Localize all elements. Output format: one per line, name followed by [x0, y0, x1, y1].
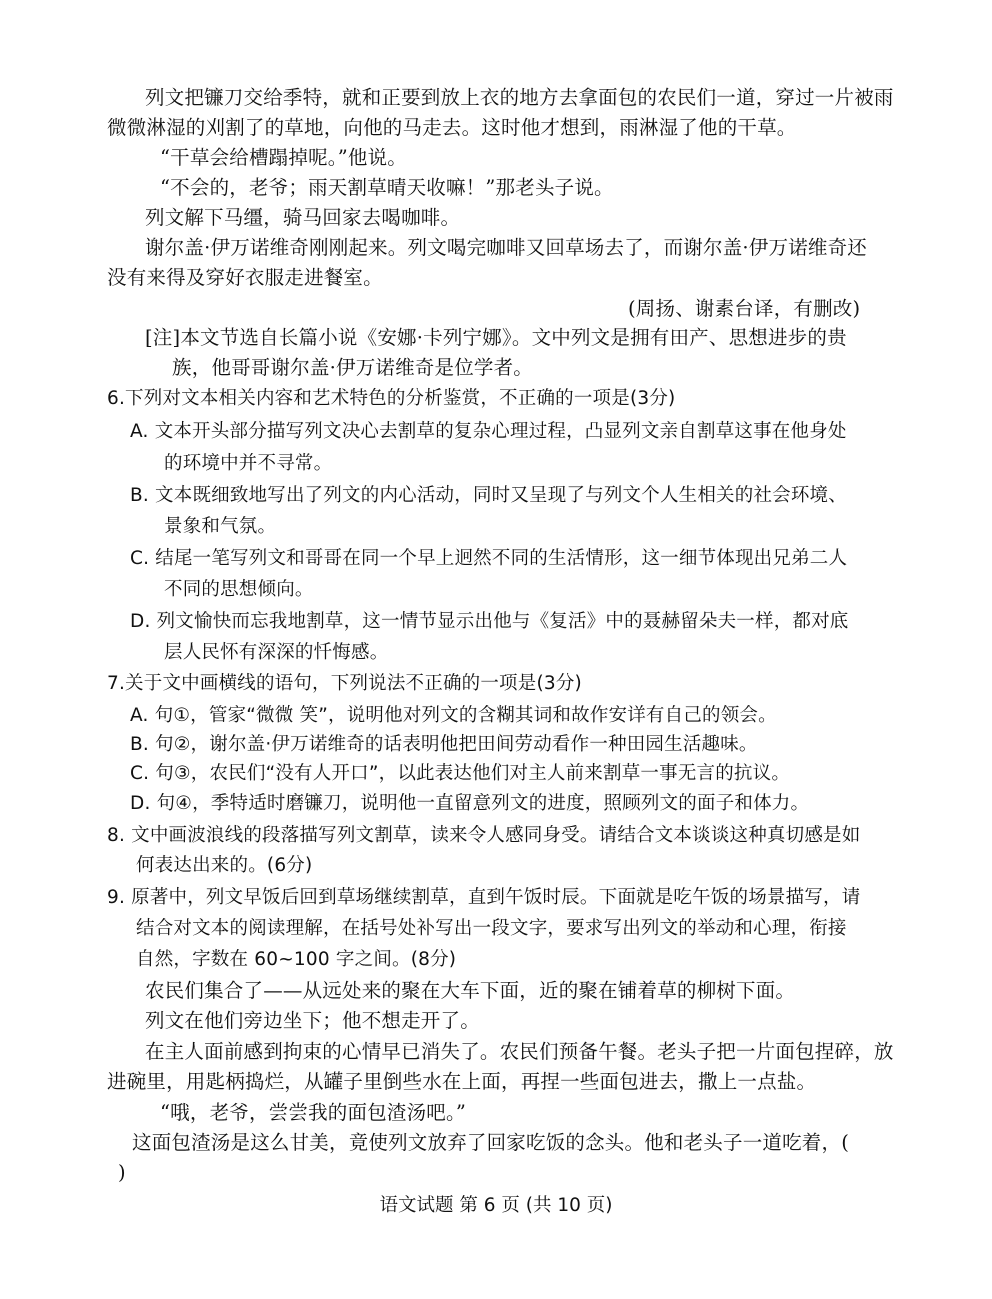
- question-6-stem: 6.下列对文本相关内容和艺术特色的分析鉴赏，不正确的一项是(3分): [107, 388, 676, 409]
- question-7-stem: 7.关于文中画横线的语句，下列说法不正确的一项是(3分): [107, 673, 582, 694]
- q6-option-b-cont: 景象和气氛。: [164, 516, 277, 537]
- question-9-stem-cont: 结合对文本的阅读理解，在括号处补写出一段文字，要求写出列文的举动和心理，衔接: [136, 918, 847, 939]
- q6-option-c: C. 结尾一笔写列文和哥哥在同一个早上迥然不同的生活情形，这一细节体现出兄弟二人: [130, 548, 848, 569]
- q6-option-a: A. 文本开头部分描写列文决心去割草的复杂心理过程，凸显列文亲自割草这事在他身处: [130, 421, 847, 442]
- question-9-stem-cont: 自然，字数在 60~100 字之间。(8分): [136, 949, 457, 970]
- q6-option-d-cont: 层人民怀有深深的忏悔感。: [164, 642, 389, 663]
- passage-line: 谢尔盖·伊万诺维奇刚刚起来。列文喝完咖啡又回草场去了，而谢尔盖·伊万诺维奇还: [145, 236, 867, 259]
- source-citation: (周扬、谢素台译，有删改): [628, 297, 861, 320]
- page-footer: 语文试题 第 6 页 (共 10 页): [379, 1195, 613, 1216]
- q9-passage-line: 列文在他们旁边坐下；他不想走开了。: [145, 1009, 480, 1032]
- passage-line: 列文把镰刀交给季特，就和正要到放上衣的地方去拿面包的农民们一道，穿过一片被雨: [145, 86, 894, 109]
- q9-passage-line: 这面包渣汤是这么甘美，竟使列文放弃了回家吃饭的念头。他和老头子一道吃着，(: [132, 1131, 850, 1154]
- question-8-stem: 8. 文中画波浪线的段落描写列文割草，读来令人感同身受。请结合文本谈谈这种真切感是如: [107, 825, 861, 846]
- passage-line: “不会的，老爷；雨天割草晴天收嘛！”那老头子说。: [160, 176, 614, 199]
- q9-passage-line: 农民们集合了——从远处来的聚在大车下面，近的聚在铺着草的柳树下面。: [145, 979, 796, 1002]
- q9-passage-line: “哦，老爷，尝尝我的面包渣汤吧。”: [160, 1101, 467, 1124]
- question-8-stem-cont: 何表达出来的。(6分): [136, 855, 313, 876]
- q6-option-c-cont: 不同的思想倾向。: [164, 579, 314, 600]
- answer-bracket-close: ): [118, 1161, 126, 1184]
- q7-option-d: D. 句④，季特适时磨镰刀，说明他一直留意列文的进度，照顾列文的面子和体力。: [130, 793, 810, 814]
- note-line: 族，他哥哥谢尔盖·伊万诺维奇是位学者。: [172, 356, 533, 379]
- q9-passage-line: 进碗里，用匙柄捣烂，从罐子里倒些水在上面，再捏一些面包进去，撒上一点盐。: [107, 1070, 817, 1093]
- passage-line: 列文解下马缰，骑马回家去喝咖啡。: [145, 206, 461, 229]
- q9-passage-line: 在主人面前感到拘束的心情早已消失了。农民们预备午餐。老头子把一片面包捏碎，放: [145, 1040, 894, 1063]
- q7-option-b: B. 句②，谢尔盖·伊万诺维奇的话表明他把田间劳动看作一种田园生活趣味。: [130, 734, 758, 755]
- passage-line: “干草会给槽蹋掉呢。”他说。: [160, 146, 407, 169]
- passage-line: 没有来得及穿好衣服走进餐室。: [107, 266, 383, 289]
- q7-option-a: A. 句①，管家“微微 笑”，说明他对列文的含糊其词和故作安详有自己的领会。: [130, 705, 777, 726]
- passage-line: 微微淋湿的刈割了的草地，向他的马走去。这时他才想到，雨淋湿了他的干草。: [107, 116, 797, 139]
- q7-option-c: C. 句③，农民们“没有人开口”，以此表达他们对主人前来割草一事无言的抗议。: [130, 763, 791, 784]
- q6-option-d: D. 列文愉快而忘我地割草，这一情节显示出他与《复活》中的聂赫留朵夫一样，都对底: [130, 611, 849, 632]
- q6-option-a-cont: 的环境中并不寻常。: [164, 453, 333, 474]
- q6-option-b: B. 文本既细致地写出了列文的内心活动，同时又呈现了与列文个人生相关的社会环境、: [130, 485, 847, 506]
- note-line: [注]本文节选自长篇小说《安娜·卡列宁娜》。文中列文是拥有田产、思想进步的贵: [145, 326, 847, 349]
- question-9-stem: 9. 原著中，列文早饭后回到草场继续割草，直到午饭时辰。下面就是吃午饭的场景描写，请: [107, 887, 861, 908]
